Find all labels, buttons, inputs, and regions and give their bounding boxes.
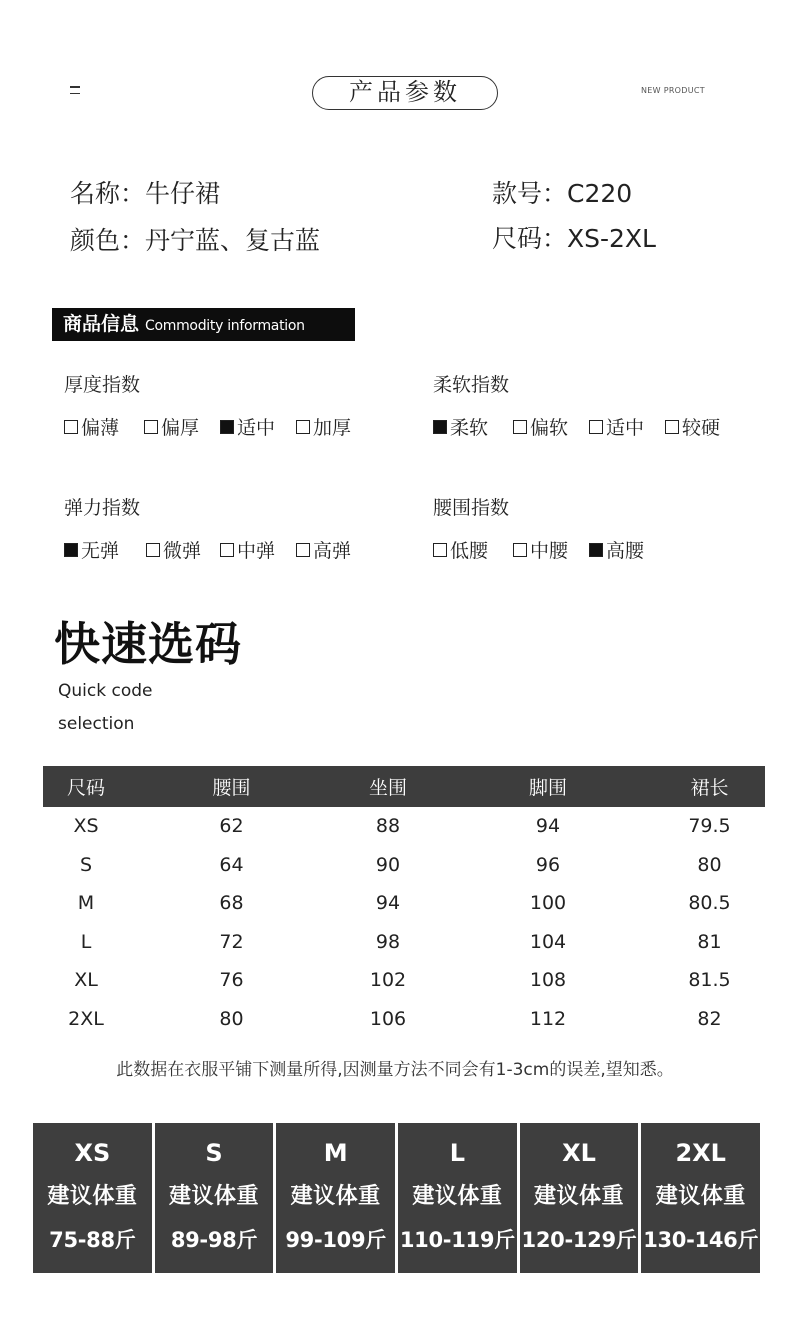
cell-hip: 94	[375, 892, 401, 915]
weight-card-xl[interactable]	[520, 1123, 639, 1273]
card-size: M	[323, 1139, 348, 1167]
cell-size: XL	[74, 969, 98, 992]
checkbox-icon	[296, 543, 310, 557]
checkbox-icon	[220, 543, 234, 557]
checkbox-icon	[665, 420, 679, 434]
table-row	[43, 846, 765, 885]
softness-option[interactable]: 适中	[589, 413, 665, 440]
elasticity-index-title: 弹力指数	[64, 497, 141, 519]
checkbox-icon	[589, 420, 603, 434]
checkbox-icon	[513, 543, 527, 557]
cell-length: 81.5	[688, 969, 731, 992]
header-size: 尺码	[67, 777, 106, 799]
cell-hem: 108	[529, 969, 567, 992]
card-label: 建议体重	[412, 1184, 503, 1209]
table-row	[43, 884, 765, 923]
softness-option[interactable]: 较硬	[665, 413, 720, 440]
checkbox-checked-icon	[589, 543, 603, 557]
elasticity-option[interactable]: 微弹	[146, 536, 220, 563]
weight-card-m[interactable]	[276, 1123, 395, 1273]
cell-waist: 62	[219, 815, 244, 838]
thickness-option[interactable]: 偏薄	[64, 413, 144, 440]
elasticity-option[interactable]: 无弹	[64, 536, 146, 563]
cell-hip: 98	[375, 930, 401, 953]
card-range: 110-119斤	[399, 1228, 515, 1252]
card-size: XS	[74, 1139, 111, 1167]
section-title-pill: 产品参数	[312, 76, 498, 110]
measurement-note: 此数据在衣服平铺下测量所得,因测量方法不同会有1-3cm的误差,望知悉。	[116, 1060, 674, 1080]
waist-option[interactable]: 低腰	[433, 536, 513, 563]
cell-size: S	[79, 853, 93, 876]
weight-card-xs[interactable]	[33, 1123, 152, 1273]
waist-option[interactable]: 高腰	[589, 536, 644, 563]
elasticity-option[interactable]: 中弹	[220, 536, 296, 563]
waist-option[interactable]: 中腰	[513, 536, 589, 563]
quick-size-subtitle-line2: selection	[58, 714, 135, 734]
style-number: 款号：C220	[492, 179, 633, 208]
cell-hem: 100	[529, 892, 567, 915]
checkbox-checked-icon	[64, 543, 78, 557]
size-range: 尺码：XS-2XL	[492, 224, 656, 253]
weight-card-s[interactable]	[155, 1123, 274, 1273]
cell-length: 82	[697, 1007, 722, 1030]
cell-hip: 88	[375, 815, 401, 838]
header-length: 裙长	[690, 777, 729, 799]
banner-title-en: Commodity information	[145, 318, 305, 334]
card-size: L	[449, 1139, 465, 1167]
card-label: 建议体重	[169, 1184, 260, 1209]
cell-length: 81	[697, 930, 722, 953]
size-table	[43, 766, 765, 1038]
header-hem: 脚围	[528, 777, 567, 799]
card-label: 建议体重	[655, 1184, 746, 1209]
card-range: 89-98斤	[170, 1228, 258, 1252]
card-range: 75-88斤	[49, 1228, 136, 1252]
softness-index-title: 柔软指数	[433, 374, 510, 396]
header-hip: 坐围	[368, 777, 407, 799]
cell-hem: 94	[535, 815, 561, 838]
cell-hip: 102	[369, 969, 407, 992]
table-row	[43, 923, 765, 962]
thickness-option[interactable]: 加厚	[296, 413, 351, 440]
cell-size: M	[77, 892, 95, 915]
thickness-option[interactable]: 适中	[220, 413, 296, 440]
menu-icon[interactable]	[70, 86, 80, 99]
cell-waist: 80	[219, 1007, 244, 1030]
header-waist: 腰围	[212, 777, 251, 799]
softness-options	[433, 413, 720, 440]
cell-waist: 64	[219, 853, 244, 876]
cell-waist: 72	[219, 930, 244, 953]
card-label: 建议体重	[290, 1184, 381, 1209]
table-row	[43, 1000, 765, 1039]
cell-waist: 68	[219, 892, 244, 915]
cell-hip: 106	[369, 1007, 407, 1030]
elasticity-option[interactable]: 高弹	[296, 536, 351, 563]
checkbox-icon	[433, 543, 447, 557]
weight-card-2xl[interactable]	[641, 1123, 760, 1273]
cell-hem: 104	[529, 930, 567, 953]
waist-options	[433, 536, 644, 563]
card-label: 建议体重	[47, 1184, 138, 1209]
banner-title-cn: 商品信息	[63, 313, 140, 335]
new-product-tag: NEW PRODUCT	[641, 86, 705, 95]
checkbox-icon	[296, 420, 310, 434]
checkbox-checked-icon	[220, 420, 234, 434]
card-range: 99-109斤	[285, 1228, 387, 1252]
elasticity-options	[64, 536, 351, 563]
waist-index-title: 腰围指数	[433, 497, 510, 519]
weight-cards	[33, 1123, 760, 1273]
commodity-info-banner	[52, 308, 355, 341]
card-label: 建议体重	[534, 1184, 625, 1209]
table-header	[43, 766, 765, 807]
thickness-index-title: 厚度指数	[64, 374, 141, 396]
softness-option[interactable]: 柔软	[433, 413, 513, 440]
card-range: 120-129斤	[521, 1228, 637, 1252]
product-color: 颜色：丹宁蓝、复古蓝	[70, 226, 321, 255]
checkbox-icon	[146, 543, 160, 557]
cell-waist: 76	[219, 969, 244, 992]
thickness-options	[64, 413, 351, 440]
checkbox-checked-icon	[433, 420, 447, 434]
weight-card-l[interactable]	[398, 1123, 517, 1273]
quick-size-title: 快速选码	[54, 617, 242, 671]
softness-option[interactable]: 偏软	[513, 413, 589, 440]
quick-size-subtitle-line1: Quick code	[58, 681, 153, 701]
checkbox-icon	[513, 420, 527, 434]
card-size: S	[205, 1139, 223, 1167]
card-range: 130-146斤	[643, 1228, 759, 1252]
thickness-option[interactable]: 偏厚	[144, 413, 220, 440]
cell-length: 79.5	[688, 815, 731, 838]
product-name: 名称：牛仔裙	[70, 179, 221, 208]
cell-length: 80	[697, 853, 722, 876]
checkbox-icon	[144, 420, 158, 434]
cell-size: XS	[73, 815, 99, 838]
cell-size: L	[80, 930, 92, 953]
cell-hem: 96	[535, 853, 561, 876]
cell-length: 80.5	[688, 892, 731, 915]
cell-hip: 90	[375, 853, 401, 876]
card-size: XL	[562, 1139, 596, 1167]
table-row	[43, 961, 765, 1000]
cell-size: 2XL	[68, 1007, 104, 1030]
table-row	[43, 807, 765, 846]
cell-hem: 112	[529, 1007, 567, 1030]
checkbox-icon	[64, 420, 78, 434]
card-size: 2XL	[675, 1139, 726, 1167]
